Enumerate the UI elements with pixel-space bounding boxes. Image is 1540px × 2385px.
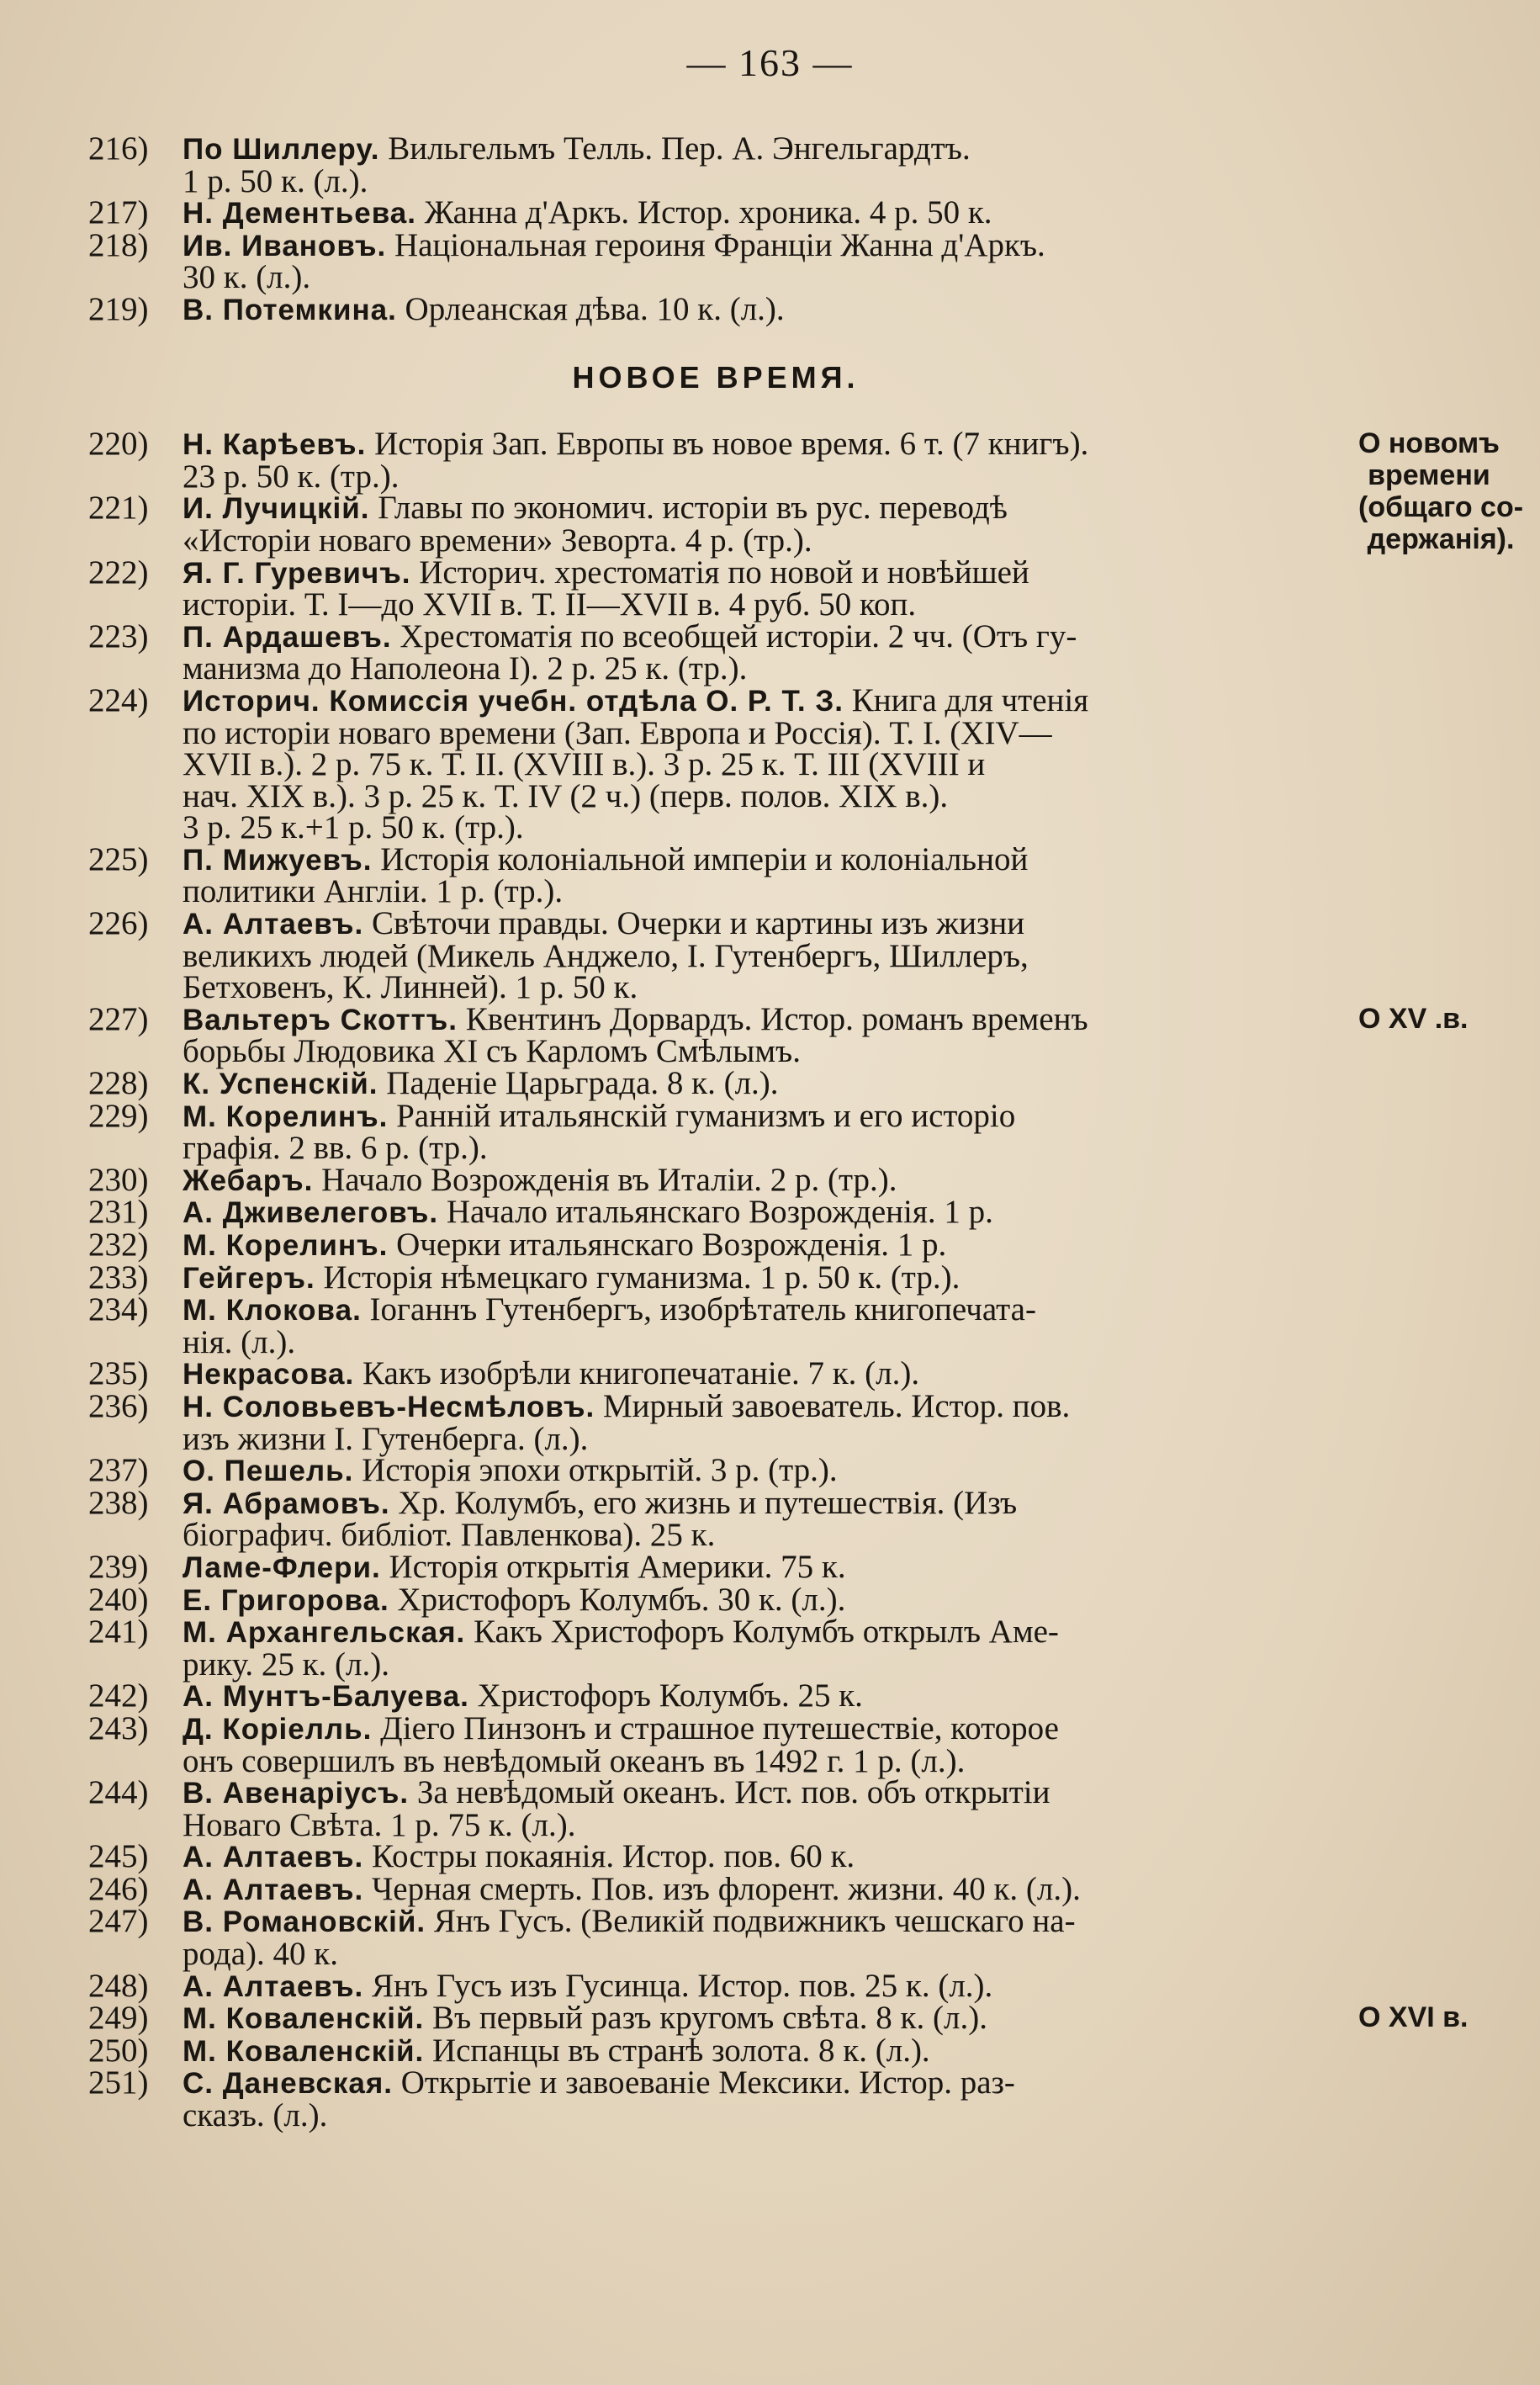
entry-line-text: Хр. Колумбъ, его жизнь и путешествія. (Изъ: [389, 1484, 1018, 1521]
entry-line-text: Свѣточи правды. Очерки и картины изъ жизни: [363, 905, 1025, 942]
list-item: [88, 1291, 1434, 1360]
entry-line: [183, 746, 1343, 783]
entry-line-text: Квентинъ Дорвардъ. Истор. романъ временъ: [458, 1000, 1088, 1037]
entry-author: И. Лучицкій.: [183, 492, 370, 526]
entry-text: [183, 1967, 1343, 2004]
list-item: [88, 1967, 1434, 2004]
entry-line: [183, 969, 1343, 1006]
entry-line: [183, 1161, 1343, 1198]
entry-number: 238): [88, 1484, 149, 1521]
entry-author: По Шиллеру.: [183, 133, 380, 166]
list-item: [88, 1229, 1434, 1262]
entry-line-text: по исторіи новаго времени (Зап. Европа и Россія). Т. I. (XIV—: [183, 714, 1052, 751]
entry-number: 243): [88, 1709, 149, 1746]
list-item: [88, 490, 1524, 559]
entry-author: П. Мижуевъ.: [183, 843, 373, 877]
entry-text: [183, 681, 1343, 846]
entry-line: [183, 1229, 1343, 1262]
list-item: [88, 1484, 1434, 1554]
entry-line-text: Исторія колоніальной имперіи и колоніальной: [372, 840, 1029, 877]
entry-line-text: 30 к. (л.).: [183, 259, 311, 296]
entry-line: [183, 1065, 1343, 1102]
entry-line: [183, 522, 1343, 559]
entry-number: 231): [88, 1194, 149, 1231]
entry-author: Ламе-Флери.: [183, 1550, 381, 1584]
entry-line: [183, 1742, 1343, 1779]
entry-line-text: Начало Возрожденія въ Италіи. 2 р. (тр.).: [313, 1161, 897, 1198]
entry-author: М. Коваленскій.: [183, 2034, 425, 2068]
entry-number: 251): [88, 2064, 149, 2101]
entry-line: [183, 1677, 1343, 1715]
margin-note: [1343, 428, 1500, 492]
entry-line-text: Испанцы въ странѣ золота. 8 к. (л.).: [424, 2032, 930, 2069]
entry-line-text: За невѣдомый океанъ. Ист. пов. объ открытіи: [409, 1774, 1050, 1811]
entry-text: [183, 905, 1343, 1006]
entry-number: 234): [88, 1291, 149, 1328]
entry-text: [183, 1548, 1343, 1585]
entry-line: [183, 1967, 1343, 2004]
entry-line: [183, 194, 1343, 231]
entry-line: [183, 840, 1343, 877]
list-item: [88, 554, 1434, 623]
entry-author: Н. Карѣевъ.: [183, 428, 367, 462]
entry-line-text: Хрестоматія по всеобщей исторіи. 2 чч. (Отъ гу-: [391, 617, 1077, 655]
entry-line-text: «Исторіи новаго времени» Зеворта. 4 р. (тр.).: [183, 522, 812, 559]
entry-text: [183, 1387, 1343, 1457]
entry-number: 220): [88, 426, 149, 463]
entry-line: [183, 1387, 1343, 1424]
entry-line: [183, 458, 1343, 495]
entry-line-text: сказъ. (л.).: [183, 2097, 328, 2134]
entry-line: [183, 554, 1343, 591]
entry-author: Я. Г. Гуревичъ.: [183, 556, 411, 590]
entry-text: [183, 1097, 1343, 1167]
entry-line-text: Христофоръ Колумбъ. 30 к. (л.).: [389, 1581, 846, 1618]
entry-number: 226): [88, 905, 149, 942]
entry-line-text: Книга для чтенія: [844, 681, 1089, 718]
entry-number: 246): [88, 1870, 149, 1907]
entry-text: [183, 2002, 1343, 2035]
list-item: [88, 840, 1434, 910]
list-item: [88, 2032, 1434, 2069]
list-item: [88, 1452, 1434, 1489]
entry-number: 245): [88, 1838, 149, 1875]
entry-line-text: Исторія эпохи открытій. 3 р. (тр.).: [353, 1452, 838, 1489]
entry-line-text: Мирный завоеватель. Истор. пов.: [595, 1387, 1071, 1424]
entry-line: [183, 905, 1343, 942]
entry-number: 249): [88, 2000, 149, 2037]
entry-line: [183, 1130, 1343, 1167]
entry-line: [183, 1616, 1343, 1649]
entry-line-text: Ранній итальянскій гуманизмъ и его исторіо: [388, 1097, 1016, 1134]
entry-line-text: нач. XIX в.). 3 р. 25 к. Т. IV (2 ч.) (перв. полов. XIX в.).: [183, 777, 949, 814]
entry-line: [183, 586, 1343, 623]
entry-line: [183, 809, 1343, 846]
entry-number: 248): [88, 1967, 149, 2004]
entry-line: [183, 130, 1343, 167]
entry-text: [183, 1581, 1343, 1618]
entry-text: [183, 194, 1343, 231]
entry-line: [183, 226, 1343, 263]
entry-line-text: Исторія Зап. Европы въ новое время. 6 т. (7 книгъ).: [366, 426, 1089, 463]
entry-number: 228): [88, 1065, 149, 1102]
entry-line: [183, 1838, 1343, 1875]
entry-author: М. Клокова.: [183, 1294, 362, 1328]
entry-text: [183, 1870, 1343, 1907]
entry-line: [183, 1452, 1343, 1489]
entry-line: [183, 1484, 1343, 1521]
list-item: [88, 290, 1434, 327]
entry-line: [183, 1548, 1343, 1585]
entry-number: 241): [88, 1614, 149, 1651]
entry-number: 224): [88, 681, 149, 718]
entry-number: 235): [88, 1355, 149, 1392]
entry-author: К. Успенскій.: [183, 1068, 378, 1101]
entry-text: [183, 1065, 1343, 1102]
entry-line: [183, 1097, 1343, 1134]
list-item: [88, 130, 1434, 199]
entry-line: [183, 1774, 1343, 1811]
list-item: [88, 1000, 1469, 1070]
entry-author: М. Корелинъ.: [183, 1100, 389, 1133]
entry-author: А. Алтаевъ.: [183, 1969, 364, 2003]
entry-text: [183, 617, 1343, 687]
entry-text: [183, 1677, 1343, 1715]
entry-author: В. Романовскій.: [183, 1905, 426, 1939]
entry-line-text: Открытіе и завоеваніе Мексики. Истор. раз-: [392, 2064, 1015, 2101]
entry-line-text: 23 р. 50 к. (тр.).: [183, 458, 400, 495]
entry-author: М. Архангельская.: [183, 1616, 466, 1650]
entry-line-text: Очерки итальянскаго Возрожденія. 1 р.: [388, 1227, 947, 1263]
page-number: — 163 —: [686, 41, 854, 84]
list-item: [88, 1774, 1434, 1843]
entry-number: 232): [88, 1227, 149, 1263]
entry-text: [183, 290, 1343, 327]
entry-line: [183, 1905, 1343, 1938]
entry-line: [183, 162, 1343, 199]
list-item: [88, 905, 1434, 1006]
entry-number: 247): [88, 1903, 149, 1940]
entry-line: [183, 1517, 1343, 1554]
margin-note: [1343, 1004, 1469, 1068]
entry-line: [183, 681, 1343, 718]
entry-line: [183, 1420, 1343, 1457]
margin-note-line: (общаго со-: [1358, 491, 1524, 524]
entry-number: 242): [88, 1677, 149, 1715]
list-item: [88, 194, 1434, 231]
list-item: [88, 2064, 1434, 2134]
list-item: [88, 1161, 1434, 1198]
entry-line-text: Начало итальянскаго Возрожденія. 1 р.: [438, 1194, 993, 1231]
entry-number: 219): [88, 290, 149, 327]
entry-line-text: нія. (л.).: [183, 1323, 296, 1360]
entry-text: [183, 1903, 1343, 1973]
list-item: [88, 1065, 1434, 1102]
margin-note: [1343, 492, 1523, 556]
entry-line: [183, 2097, 1343, 2134]
entry-line: [183, 1033, 1343, 1070]
entry-line: [183, 290, 1343, 327]
entry-line-text: 1 р. 50 к. (л.).: [183, 162, 368, 199]
list-item: [88, 1903, 1434, 1973]
entry-line: [183, 1806, 1343, 1843]
entry-line: [183, 1581, 1343, 1618]
entry-text: [183, 1355, 1343, 1392]
list-item: [88, 1614, 1434, 1683]
entry-line-text: Національная героиня Франціи Жанна д'Аркъ.: [386, 226, 1045, 263]
entry-line: [183, 1870, 1343, 1907]
entry-line-text: великихъ людей (Микель Анджело, I. Гутенбергъ, Шиллеръ,: [183, 937, 1029, 974]
entry-text: [183, 1709, 1343, 1779]
entry-number: 237): [88, 1452, 149, 1489]
entry-number: 216): [88, 130, 149, 167]
entry-author: Ив. Ивановъ.: [183, 229, 387, 262]
entries-before-section: [88, 130, 1434, 327]
entry-text: [183, 1196, 1343, 1229]
entry-author: А. Дживелеговъ.: [183, 1196, 439, 1230]
entry-number: 229): [88, 1097, 149, 1134]
entry-number: 223): [88, 617, 149, 655]
list-item: [88, 1097, 1434, 1167]
entry-line: [183, 1355, 1343, 1392]
entry-line-text: XVII в.). 2 р. 75 к. Т. II. (XVIII в.). 3 р. 25 к. Т. III (XVIII и: [183, 746, 986, 783]
entry-text: [183, 226, 1343, 296]
entry-text: [183, 490, 1343, 559]
entry-line: [183, 714, 1343, 751]
entry-author: Е. Григорова.: [183, 1583, 389, 1617]
entry-line-text: Паденіе Царьграда. 8 к. (л.).: [378, 1065, 779, 1102]
entry-line: [183, 1323, 1343, 1360]
list-item: [88, 617, 1434, 687]
bibliography-list: [88, 130, 1524, 2134]
entry-line-text: Какъ Христофоръ Колумбъ открылъ Аме-: [465, 1614, 1059, 1651]
entry-line: [183, 2002, 1343, 2035]
entry-author: Н. Соловьевъ-Несмѣловъ.: [183, 1390, 595, 1423]
entry-number: 222): [88, 554, 149, 591]
entry-line-text: Исторія нѣмецкаго гуманизма. 1 р. 50 к. (тр.).: [315, 1259, 961, 1296]
entry-author: А. Алтаевъ.: [183, 908, 364, 941]
entry-line-text: Костры покаянія. Истор. пов. 60 к.: [363, 1838, 855, 1875]
entry-text: [183, 1614, 1343, 1683]
entry-author: Некрасова.: [183, 1358, 355, 1391]
entry-author: А. Мунтъ-Балуева.: [183, 1680, 469, 1714]
entry-line-text: Вильгельмъ Телль. Пер. А. Энгельгардтъ.: [379, 130, 971, 167]
list-item: [88, 1259, 1434, 1296]
list-item: [88, 1870, 1434, 1907]
entry-line-text: Жанна д'Аркъ. Истор. хроника. 4 р. 50 к.: [415, 194, 992, 231]
entry-line-text: Бетховенъ, К. Линней). 1 р. 50 к.: [183, 969, 638, 1006]
entry-line-text: Историч. хрестоматія по новой и новѣйшей: [410, 554, 1029, 591]
entry-text: [183, 1838, 1343, 1875]
entry-author: Я. Абрамовъ.: [183, 1487, 390, 1520]
entry-author: Историч. Комиссія учебн. отдѣла О. Р. Т. З.: [183, 684, 844, 718]
entry-text: [183, 1774, 1343, 1843]
list-item: [88, 1838, 1434, 1875]
entry-author: М. Корелинъ.: [183, 1229, 389, 1262]
list-item: [88, 1709, 1434, 1779]
entry-line-text: рику. 25 к. (л.).: [183, 1646, 389, 1683]
entry-number: 239): [88, 1548, 149, 1585]
list-item: [88, 681, 1434, 846]
list-item: [88, 1548, 1434, 1585]
entry-text: [183, 130, 1343, 199]
entry-line: [183, 1196, 1343, 1229]
entry-line-text: Орлеанская дѣва. 10 к. (л.).: [396, 290, 785, 327]
entry-line-text: борьбы Людовика XI съ Карломъ Смѣлымъ.: [183, 1033, 801, 1070]
entry-line-text: Какъ изобрѣли книгопечатаніе. 7 к. (л.).: [354, 1355, 920, 1392]
entry-number: 221): [88, 490, 149, 527]
margin-note: [1343, 2002, 1469, 2035]
entry-text: [183, 1000, 1343, 1070]
entry-text: [183, 1259, 1343, 1296]
entry-line: [183, 1936, 1343, 1973]
entry-line-text: Христофоръ Колумбъ. 25 к.: [468, 1677, 863, 1715]
entry-line-text: Янъ Гусъ изъ Гусинца. Истор. пов. 25 к. (л.).: [363, 1967, 993, 2004]
entry-line: [183, 1709, 1343, 1746]
entry-line: [183, 2064, 1343, 2101]
entry-author: П. Ардашевъ.: [183, 620, 392, 654]
entry-author: Вальтеръ Скоттъ.: [183, 1003, 458, 1036]
entry-author: Н. Дементьева.: [183, 197, 416, 231]
entry-number: 233): [88, 1259, 149, 1296]
entry-text: [183, 1161, 1343, 1198]
entry-number: 218): [88, 226, 149, 263]
list-item: [88, 1355, 1434, 1392]
entry-line-text: Янъ Гусъ. (Великій подвижникъ чешскаго на-: [426, 1903, 1076, 1940]
entry-line-text: Новаго Свѣта. 1 р. 75 к. (л.).: [183, 1806, 576, 1843]
entry-author: В. Потемкина.: [183, 293, 397, 326]
entry-line-text: манизма до Наполеона I). 2 р. 25 к. (тр.).: [183, 650, 748, 687]
entry-line-text: біографич. библіот. Павленкова). 25 к.: [183, 1517, 716, 1554]
entry-number: 240): [88, 1581, 149, 1618]
entry-number: 217): [88, 194, 149, 231]
entry-line-text: Въ первый разъ кругомъ свѣта. 8 к. (л.).: [424, 2000, 987, 2037]
list-item: [88, 1581, 1434, 1618]
entry-line: [183, 777, 1343, 814]
margin-note-line: держанія).: [1367, 522, 1515, 555]
entry-text: [183, 426, 1343, 495]
entry-line: [183, 873, 1343, 910]
entry-line-text: изъ жизни I. Гутенберга. (л.).: [183, 1420, 589, 1457]
margin-note-line: О XVI в.: [1358, 2001, 1469, 2034]
entry-line: [183, 492, 1343, 525]
entry-line-text: Діего Пинзонъ и страшное путешествіе, которое: [372, 1709, 1059, 1746]
entry-number: 250): [88, 2032, 149, 2069]
margin-note-line: О XV .в.: [1358, 1002, 1469, 1035]
list-item: [88, 1196, 1434, 1229]
entry-line-text: графія. 2 вв. 6 р. (тр.).: [183, 1130, 488, 1167]
entry-line: [183, 428, 1343, 461]
entry-line: [183, 1259, 1343, 1296]
entry-author: Жебаръ.: [183, 1163, 314, 1197]
entry-text: [183, 840, 1343, 910]
entry-author: А. Алтаевъ.: [183, 1841, 364, 1874]
section-title: НОВОЕ ВРЕМЯ.: [572, 359, 860, 395]
entry-number: 244): [88, 1774, 149, 1811]
entry-author: В. Авенаріусъ.: [183, 1777, 410, 1810]
entry-author: Гейгеръ.: [183, 1261, 315, 1295]
entry-line: [183, 2032, 1343, 2069]
entry-line-text: Исторія открытія Америки. 75 к.: [380, 1548, 846, 1585]
entry-number: 227): [88, 1000, 149, 1037]
entry-line: [183, 617, 1343, 655]
entry-author: А. Алтаевъ.: [183, 1873, 364, 1906]
entry-line-text: исторіи. Т. I—до XVII в. Т. II—XVII в. 4 руб. 50 коп.: [183, 586, 917, 623]
entry-author: М. Коваленскій.: [183, 2002, 425, 2036]
entry-author: С. Даневская.: [183, 2067, 393, 2101]
margin-note-line: времени: [1368, 458, 1490, 491]
margin-note-line: О новомъ: [1358, 427, 1500, 460]
entry-line-text: Черная смерть. Пов. изъ флорент. жизни. 40 к. (л.).: [363, 1870, 1081, 1907]
entry-text: [183, 2064, 1343, 2134]
entry-text: [183, 1229, 1343, 1262]
entry-number: 236): [88, 1387, 149, 1424]
list-item: [88, 426, 1500, 495]
entry-number: 230): [88, 1161, 149, 1198]
list-item: [88, 1677, 1434, 1715]
entry-text: [183, 1484, 1343, 1554]
entry-line: [183, 1291, 1343, 1328]
entry-line: [183, 1646, 1343, 1683]
entries-section: [88, 426, 1524, 2134]
entry-text: [183, 1291, 1343, 1360]
entry-line: [183, 650, 1343, 687]
entry-author: О. Пешель.: [183, 1455, 354, 1488]
entry-line: [183, 1000, 1343, 1037]
entry-text: [183, 2032, 1343, 2069]
entry-line-text: онъ совершилъ въ невѣдомый океанъ въ 1492 г. 1 р. (л.).: [183, 1742, 966, 1779]
entry-line-text: Іоганнъ Гутенбергъ, изобрѣтатель книгопечата-: [361, 1291, 1036, 1328]
entry-line-text: Главы по экономич. исторіи въ рус. переводѣ: [369, 490, 1008, 527]
entry-line-text: рода). 40 к.: [183, 1936, 338, 1973]
entry-line: [183, 937, 1343, 974]
entry-line-text: 3 р. 25 к.+1 р. 50 к. (тр.).: [183, 809, 524, 846]
entry-line-text: политики Англіи. 1 р. (тр.).: [183, 873, 564, 910]
entry-number: 225): [88, 840, 149, 877]
entry-text: [183, 1452, 1343, 1489]
entry-text: [183, 554, 1343, 623]
list-item: [88, 1387, 1434, 1457]
entry-line: [183, 259, 1343, 296]
list-item: [88, 226, 1434, 296]
list-item: [88, 2000, 1469, 2037]
entry-author: Д. Коріелль.: [183, 1712, 373, 1746]
